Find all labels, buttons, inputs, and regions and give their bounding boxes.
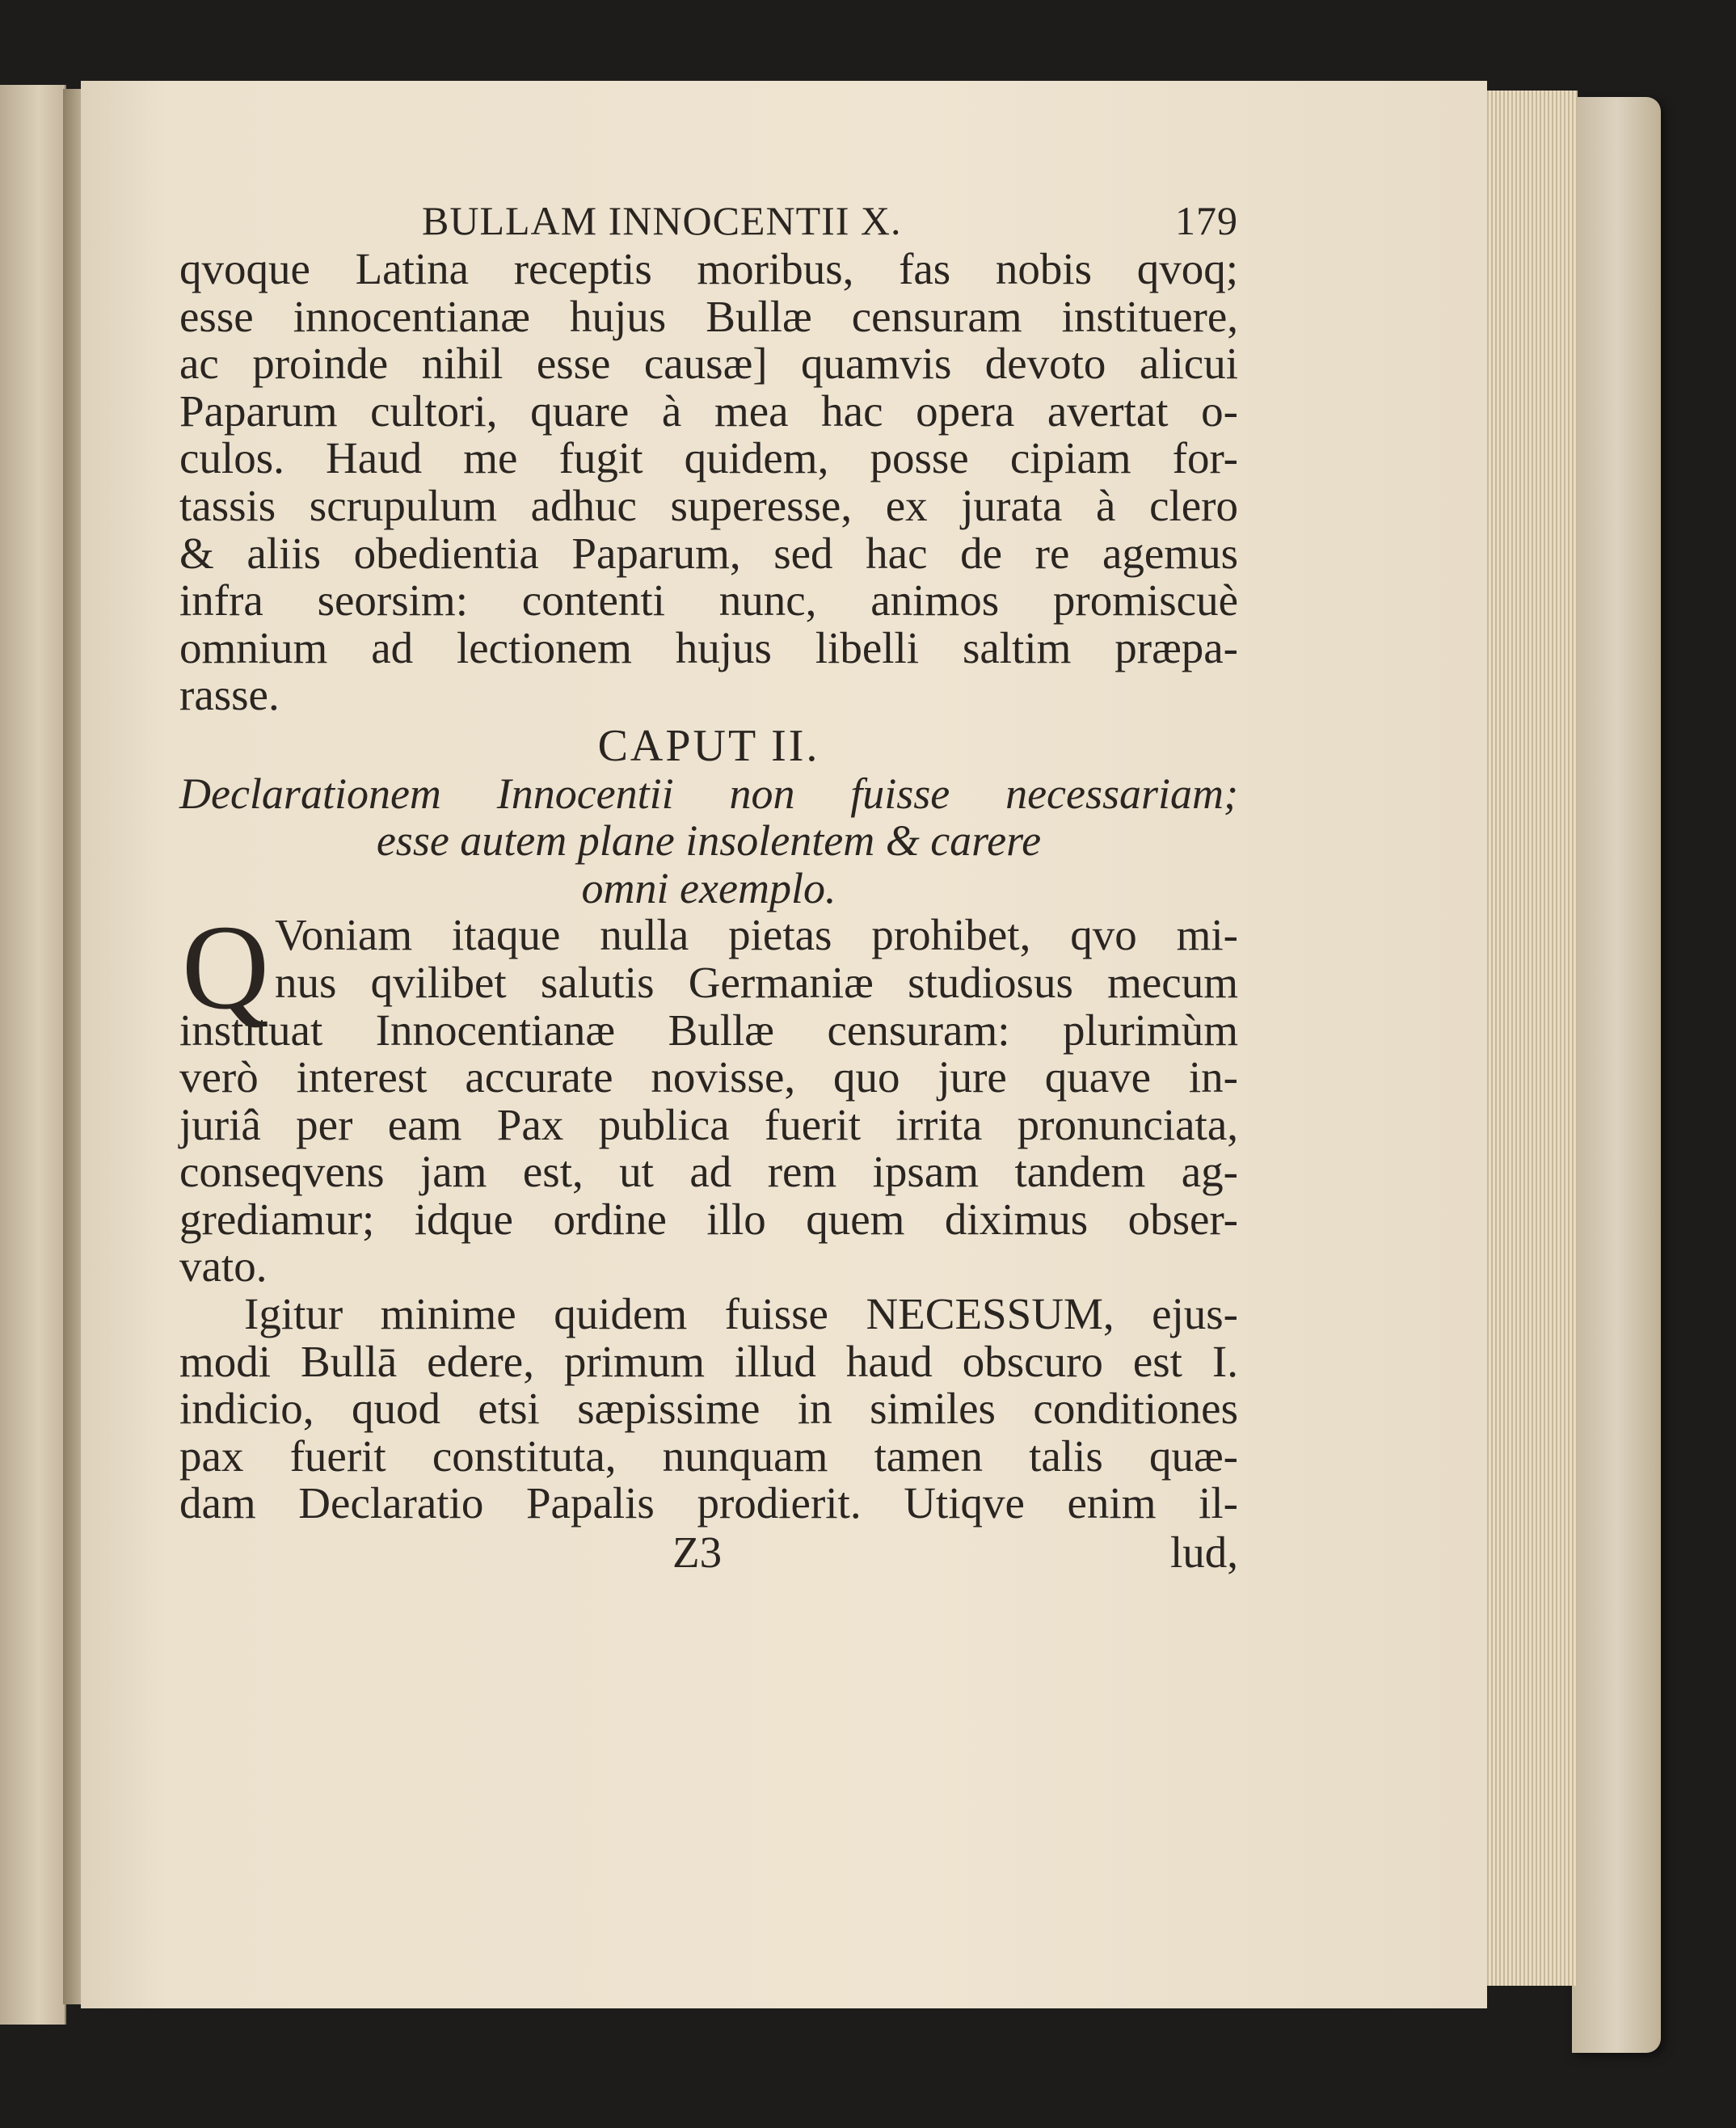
text-line: & aliis obedientia Paparum, sed hac de re agemus xyxy=(179,528,1238,578)
text-line: nus qvilibet salutis Germaniæ studiosus mecum xyxy=(275,957,1238,1007)
text-line: tassis scrupulum adhuc superesse, ex jurata à clero xyxy=(179,480,1238,530)
paragraph-2 xyxy=(179,900,1238,1292)
summary-line: Declarationem Innocentii non fuisse necessariam; xyxy=(179,769,1238,818)
catchword: lud, xyxy=(1169,1528,1238,1578)
drop-cap: Q xyxy=(181,900,270,1035)
text-line: Paparum cultori, quare à mea hac opera avertat o- xyxy=(179,386,1238,436)
text-line: dam Declaratio Papalis prodierit. Utiqve enim il- xyxy=(179,1478,1238,1528)
paragraph-3 xyxy=(179,1291,1238,1528)
text-line: pax fuerit constituta, nunquam tamen talis quæ- xyxy=(179,1431,1238,1481)
page-footer xyxy=(179,1529,1238,1577)
signature-mark: Z3 xyxy=(672,1528,723,1578)
text-line: qvoque Latina receptis moribus, fas nobis qvoq; xyxy=(179,244,1238,293)
paragraph-1 xyxy=(179,246,1238,719)
text-line: ac proinde nihil esse causæ] quamvis devoto alicui xyxy=(179,339,1238,389)
text-line: Voniam itaque nulla pietas prohibet, qvo mi- xyxy=(275,910,1238,960)
text-line: rasse. xyxy=(179,670,280,720)
text-line: conseqvens jam est, ut ad rem ipsam tandem ag- xyxy=(179,1147,1238,1197)
left-page-edge xyxy=(0,85,66,2025)
text-line: juriâ per eam Pax publica fuerit irrita pronunciata, xyxy=(179,1099,1238,1149)
text-line: indicio, quod etsi sæpissime in similes conditiones xyxy=(179,1384,1238,1434)
summary-line: esse autem plane insolentem & carere xyxy=(376,816,1042,866)
text-line: infra seorsim: contenti nunc, animos promiscuè xyxy=(179,575,1238,626)
text-line: modi Bullā edere, primum illud haud obscuro est I. xyxy=(179,1336,1238,1386)
text-line: vato. xyxy=(179,1241,268,1292)
text-line: verò interest accurate novisse, quo jure quave in- xyxy=(179,1052,1238,1102)
text-line: Igitur minime quidem fuisse NECESSUM, ejus- xyxy=(244,1289,1238,1339)
chapter-heading: CAPUT II. xyxy=(597,720,820,771)
text-line: esse innocentianæ hujus Bullæ censuram instituere, xyxy=(179,291,1238,341)
text-line: omnium ad lectionem hujus libelli saltim præpa- xyxy=(179,622,1238,672)
text-line: culos. Haud me fugit quidem, posse cipiam for- xyxy=(179,433,1238,483)
book-cover xyxy=(1572,97,1661,2053)
running-header xyxy=(179,196,1238,246)
page-number: 179 xyxy=(1175,198,1238,243)
text-line: instituat Innocentianæ Bullæ censuram: plurimùm xyxy=(179,1005,1238,1055)
running-title: BULLAM INNOCENTII X. xyxy=(422,198,902,243)
text-line: grediamur; idque ordine illo quem diximus obser- xyxy=(179,1194,1238,1244)
page-text xyxy=(179,196,1238,1577)
chapter-summary xyxy=(179,770,1238,912)
summary-line: omni exemplo. xyxy=(581,863,836,912)
